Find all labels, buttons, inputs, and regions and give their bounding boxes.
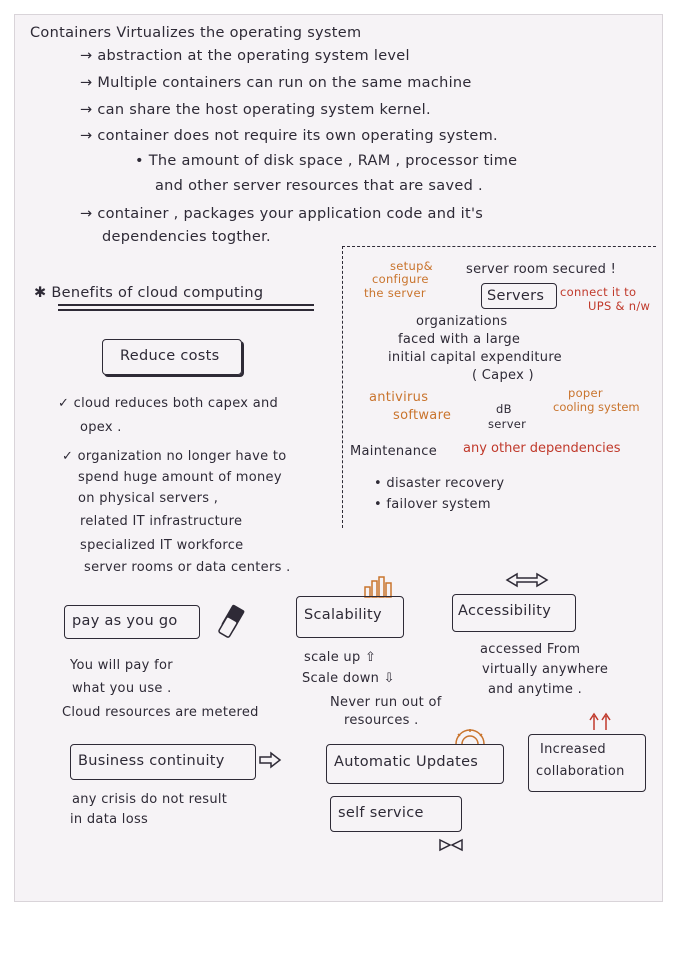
crisis-line-1: any crisis do not result xyxy=(72,792,228,807)
org-spend-line-1: ✓ organization no longer have to xyxy=(62,449,287,464)
setup-line-3: the server xyxy=(364,286,426,300)
access-line-1: accessed From xyxy=(480,642,581,657)
db-line-1: dB xyxy=(496,402,512,416)
cooling-line-2: cooling system xyxy=(553,400,640,414)
accessibility-label: Accessibility xyxy=(458,603,552,619)
capex-label: ( Capex ) xyxy=(472,368,534,383)
card-swipe-icon xyxy=(218,604,248,640)
packages-line-2: dependencies togther. xyxy=(102,229,271,245)
org-spend-line-6: server rooms or data centers . xyxy=(84,560,291,575)
containers-point-1: → abstraction at the operating system level xyxy=(80,48,410,64)
automatic-updates-label: Automatic Updates xyxy=(334,754,479,770)
business-continuity-label: Business continuity xyxy=(78,753,225,769)
self-service-label: self service xyxy=(338,805,424,821)
server-room-secured: server room secured ! xyxy=(466,262,617,277)
servers-label: Servers xyxy=(487,288,545,304)
connect-line-2: UPS & n/w xyxy=(588,299,651,313)
resources-saved-line-2: and other server resources that are saved . xyxy=(155,178,483,194)
scale-up: scale up ⇧ xyxy=(304,650,377,665)
panel-divider-left xyxy=(342,246,343,528)
scale-down: Scale down ⇩ xyxy=(302,671,395,686)
pay-line-1: You will pay for xyxy=(70,658,173,673)
org-line-3: initial capital expenditure xyxy=(388,350,562,365)
other-dependencies: any other dependencies xyxy=(463,441,621,456)
containers-point-3: → can share the host operating system kernel. xyxy=(80,102,431,118)
capex-opex-line-2: opex . xyxy=(80,420,122,435)
db-line-2: server xyxy=(488,417,527,431)
org-spend-line-5: specialized IT workforce xyxy=(80,538,244,553)
collaboration-line-2: collaboration xyxy=(536,764,625,779)
packages-line-1: → container , packages your application code and it's xyxy=(80,206,484,222)
pay-line-2: what you use . xyxy=(72,681,172,696)
org-line-1: organizations xyxy=(416,314,508,329)
bowtie-icon xyxy=(438,838,464,852)
setup-line-1: setup& xyxy=(390,259,433,273)
collaboration-arrows-icon xyxy=(588,710,618,732)
metered-line: Cloud resources are metered xyxy=(62,705,259,720)
org-spend-line-2: spend huge amount of money xyxy=(78,470,282,485)
antivirus-line-2: software xyxy=(393,408,452,423)
connect-line-1: connect it to xyxy=(560,285,637,299)
benefits-heading: ✱ Benefits of cloud computing xyxy=(34,285,264,301)
containers-point-4: → container does not require its own operating system. xyxy=(80,128,498,144)
pay-as-you-go-label: pay as you go xyxy=(72,613,178,629)
scalability-label: Scalability xyxy=(304,607,382,623)
heading-underline xyxy=(58,304,314,306)
scaling-bars-icon xyxy=(364,575,396,597)
antivirus-line-1: antivirus xyxy=(369,390,429,405)
containers-point-2: → Multiple containers can run on the same machine xyxy=(80,75,472,91)
maintenance-label: Maintenance xyxy=(350,444,438,459)
panel-divider-top xyxy=(342,246,656,247)
capex-opex-line-1: ✓ cloud reduces both capex and xyxy=(58,396,279,411)
containers-heading: Containers Virtualizes the operating system xyxy=(30,25,362,41)
never-run-out-line-1: Never run out of xyxy=(330,695,442,710)
heading-underline-2 xyxy=(58,309,314,311)
collaboration-line-1: Increased xyxy=(540,742,606,757)
reduce-costs-label: Reduce costs xyxy=(120,348,220,364)
access-line-3: and anytime . xyxy=(488,682,583,697)
setup-line-2: configure xyxy=(372,272,429,286)
org-line-2: faced with a large xyxy=(398,332,521,347)
org-spend-line-4: related IT infrastructure xyxy=(80,514,243,529)
never-run-out-line-2: resources . xyxy=(344,713,419,728)
resources-saved-line-1: • The amount of disk space , RAM , processor time xyxy=(135,153,518,169)
cooling-line-1: poper xyxy=(568,386,603,400)
org-spend-line-3: on physical servers , xyxy=(78,491,219,506)
failover-system: • failover system xyxy=(374,497,491,512)
arrow-right-icon xyxy=(258,752,282,768)
double-arrow-icon xyxy=(505,572,549,588)
access-line-2: virtually anywhere xyxy=(482,662,609,677)
crisis-line-2: in data loss xyxy=(70,812,149,827)
disaster-recovery: • disaster recovery xyxy=(374,476,505,491)
